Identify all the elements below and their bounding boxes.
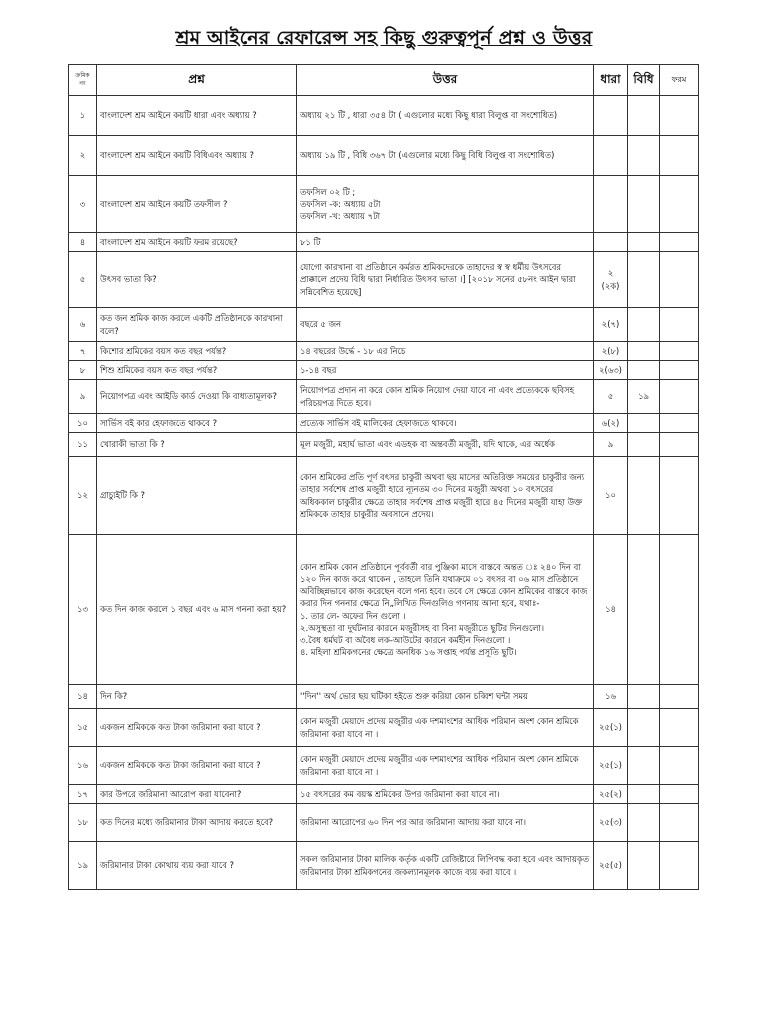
row-rule: [628, 176, 660, 233]
table-row: [69, 433, 699, 457]
row-answer: কোন শ্রমিক কোন প্রতিষ্ঠানে পূর্ববর্তী বার পুঞ্জিকা মাসে বাস্তবে অন্তত ঃ ২৪০ দিন বা ১২০ দিন কাজ করে থাকেন , তাহলে তিনি যথাক্রমে ০১ বৎসর বা ০৬ মাস প্রতিষ্ঠানে অবিচ্ছিন্নভাবে কাজ করেছেন বলে গন্য হবে। তবে সে ক্ষেত্রে কোন শ্রমিকের বাস্তবে কাজ করার দিন গননার ক্ষেত্রে নি„লিখিত দিনগুলিও গণনায় আনা হবে, যথাঃ- ১. তার লে- অফের দিন গুলো । ২.অসুস্থতা বা দুর্ঘটনার কারনে মজুরীসহ বা বিনা মজুরীতে ছুটির দিনগুলো। ৩.বৈধ ধর্মঘট বা অবৈধ লক-আউটের কারনে কর্মহীন দিনগুলো । ৪. মহিলা শ্রমিকগনের ক্ষেত্রে অনধিক ১৬ সপ্তাহ পর্যন্ত প্রসূতি ছুটি।: [297, 535, 594, 685]
row-question: কত দিন কাজ করলে ১ বছর এবং ৬ মাস গননা করা হয়?: [97, 535, 297, 685]
row-question: কার উপরে জরিমানা আরোপ করা যাবেনা?: [97, 785, 297, 804]
row-section: [594, 96, 628, 136]
row-answer: ১-১৪ বছর: [297, 361, 594, 380]
row-question: সার্ভিস বই কার হেফাজতে থাকবে ?: [97, 414, 297, 433]
qa-table: [68, 64, 699, 890]
row-rule: [628, 785, 660, 804]
row-section: ৯: [594, 433, 628, 457]
row-question: বাংলাদেশ শ্রম আইনে কয়টি ধারা এবং অধ্যায় ?: [97, 96, 297, 136]
row-answer: যোগো কারখানা বা প্রতিষ্ঠানে কর্মরত শ্রমিকদেরকে তাহাদের স্ব স্ব ধর্মীয় উৎসবের প্রাক্কালে প্রদেয় বিধি দ্বারা নির্ধারিত উৎসব ভাতা ।] [২০১৮ সনের ৫৮নং আইন দ্বারা সন্নিবেশিত হয়েছে]: [297, 252, 594, 308]
row-answer: মূল মজুরী, মহার্ঘ ভাতা এবং এডহক বা অন্তবর্তী মজুরী, যদি থাকে, এর অর্ধেক: [297, 433, 594, 457]
row-section: ২(৬৩): [594, 361, 628, 380]
row-serial: ৬: [69, 308, 97, 342]
row-section: ২৫(৩): [594, 804, 628, 842]
row-form: [660, 804, 699, 842]
row-rule: [628, 433, 660, 457]
row-section: ২(৭): [594, 308, 628, 342]
row-answer: অধ্যায় ১৯ টি , বিধি ৩৬৭ টা (এগুলোর মধ্যে কিছু বিধি বিলুপ্ত বা সংশোধিত): [297, 136, 594, 176]
row-rule: [628, 308, 660, 342]
row-form: [660, 709, 699, 747]
row-question: একজন শ্রমিককে কত টাকা জরিমানা করা যাবে ?: [97, 709, 297, 747]
row-rule: [628, 842, 660, 890]
row-section: ২৫(১): [594, 709, 628, 747]
row-form: [660, 842, 699, 890]
answer-column-header: উত্তর: [297, 65, 594, 96]
row-answer: জরিমানা আরোপের ৬০ দিন পর আর জরিমানা আদায় করা যাবে না।: [297, 804, 594, 842]
table-row: [69, 685, 699, 709]
row-form: [660, 361, 699, 380]
row-section: [594, 176, 628, 233]
row-rule: [628, 747, 660, 785]
row-rule: [628, 96, 660, 136]
row-serial: ৯: [69, 380, 97, 414]
row-section: [594, 233, 628, 252]
row-section: ২(৮): [594, 342, 628, 361]
page-title: শ্রম আইনের রেফারেন্স সহ কিছু গুরুত্বপূর্ন প্রশ্ন ও উত্তর: [175, 27, 593, 49]
row-question: জরিমানার টাকা কোথায় ব্যয় করা যাবে ?: [97, 842, 297, 890]
table-row: [69, 535, 699, 685]
table-row: [69, 96, 699, 136]
row-question: উৎসব ভাতা কি?: [97, 252, 297, 308]
row-form: [660, 433, 699, 457]
table-row: [69, 380, 699, 414]
row-serial: ১৭: [69, 785, 97, 804]
table-row: [69, 709, 699, 747]
row-serial: ১: [69, 96, 97, 136]
row-rule: [628, 252, 660, 308]
row-rule: [628, 342, 660, 361]
row-section: ২ (২ক): [594, 252, 628, 308]
row-answer: ৮১ টি: [297, 233, 594, 252]
row-question: বাংলাদেশ শ্রম আইনে কয়টি বিধিএবং অধ্যায় ?: [97, 136, 297, 176]
row-question: কত জন শ্রমিক কাজ করলে একটি প্রতিষ্ঠানকে কারখানা বলে?: [97, 308, 297, 342]
row-question: নিয়োগপত্র এবং আইডি কার্ড দেওয়া কি বাধ্যতামূলক?: [97, 380, 297, 414]
row-answer: অধ্যায় ২১ টি , ধারা ৩৫৪ টা ( এগুলোর মধ্যে কিছু ধারা বিলুপ্ত বা সংশোধিত): [297, 96, 594, 136]
row-section: ১৬: [594, 685, 628, 709]
row-answer: বছরে ৫ জন: [297, 308, 594, 342]
row-form: [660, 457, 699, 535]
row-form: [660, 747, 699, 785]
row-rule: [628, 414, 660, 433]
row-rule: ১৯: [628, 380, 660, 414]
row-section: ২৫(৫): [594, 842, 628, 890]
row-form: [660, 252, 699, 308]
table-row: [69, 457, 699, 535]
row-form: [660, 176, 699, 233]
row-serial: ১০: [69, 414, 97, 433]
row-answer: ১৪ বছরের উর্দ্ধে - ১৮ এর নিচে: [297, 342, 594, 361]
table-row: [69, 233, 699, 252]
row-serial: ৮: [69, 361, 97, 380]
row-section: ১৪: [594, 535, 628, 685]
row-rule: [628, 535, 660, 685]
row-question: শিশু শ্রমিকের বয়স কত বছর পর্যন্ত?: [97, 361, 297, 380]
row-serial: ৪: [69, 233, 97, 252]
table-row: [69, 342, 699, 361]
row-answer: কোন মজুরী মেয়াদে প্রদেয় মজুরীর এক দশমাংশের আধিক পরিমান অংশ কোন শ্রমিকে জরিমানা করা যাবে না ।: [297, 709, 594, 747]
row-question: গ্রাচ্যুইটি কি ?: [97, 457, 297, 535]
row-answer: ১৫ বৎসরের কম বয়স্ক শ্রমিকের উপর জরিমানা করা যাবে না।: [297, 785, 594, 804]
row-serial: ১৮: [69, 804, 97, 842]
row-serial: ২: [69, 136, 97, 176]
row-section: ২৫(২): [594, 785, 628, 804]
row-section: ১০: [594, 457, 628, 535]
row-serial: ১৬: [69, 747, 97, 785]
table-row: [69, 308, 699, 342]
table-header-row: [69, 65, 699, 96]
table-row: [69, 252, 699, 308]
row-form: [660, 685, 699, 709]
row-rule: [628, 136, 660, 176]
form-column-header: ফরম: [660, 65, 699, 96]
row-question: খোরাকী ভাতা কি ?: [97, 433, 297, 457]
row-form: [660, 308, 699, 342]
row-form: [660, 785, 699, 804]
row-question: দিন কি?: [97, 685, 297, 709]
row-serial: ১৫: [69, 709, 97, 747]
table-row: [69, 842, 699, 890]
row-answer: কোন শ্রমিকের প্রতি পূর্ণ বৎসর চাকুরী অথবা ছয় মাসের অতিরিক্ত সময়ের চাকুরীর জন্য তাহার সর্বশেষ প্রাপ্ত মজুরী হারে ন্যূনতম ৩০ দিনের মজুরী অথবা ১০ বৎসরের অধিককাল চাকুরীর ক্ষেত্রে তাহার সর্বশেষ প্রাপ্ত মজুরী হারে ৪৫ দিনের মজুরী যাহা উক্ত শ্রমিককে তাহার চাকুরীর অবসানে প্রদেয়।: [297, 457, 594, 535]
row-question: বাংলাদেশ শ্রম আইনে কয়টি ফরম রয়েছে?: [97, 233, 297, 252]
row-form: [660, 380, 699, 414]
row-serial: ১১: [69, 433, 97, 457]
table-row: [69, 176, 699, 233]
table-row: [69, 747, 699, 785]
row-section: ৫: [594, 380, 628, 414]
row-serial: ১৪: [69, 685, 97, 709]
row-serial: ১২: [69, 457, 97, 535]
row-rule: [628, 709, 660, 747]
row-section: ৬(২): [594, 414, 628, 433]
row-answer: কোন মজুরী মেয়াদে প্রদেয় মজুরীর এক দশমাংশের আধিক পরিমান অংশ কোন শ্রমিকে জরিমানা করা যাবে না ।: [297, 747, 594, 785]
row-question: কত দিনের মধ্যে জরিমানার টাকা আদায় করতে হবে?: [97, 804, 297, 842]
row-rule: [628, 685, 660, 709]
table-row: [69, 785, 699, 804]
row-form: [660, 96, 699, 136]
table-row: [69, 414, 699, 433]
row-form: [660, 233, 699, 252]
row-serial: ৫: [69, 252, 97, 308]
row-serial: ৩: [69, 176, 97, 233]
row-rule: [628, 233, 660, 252]
serial-column-header: ক্রমিক নং: [69, 65, 97, 96]
row-section: ২৫(১): [594, 747, 628, 785]
question-column-header: প্রশ্ন: [97, 65, 297, 96]
row-serial: ৭: [69, 342, 97, 361]
row-answer: ''দিন'' অর্থ ভোর ছয় ঘটিকা হইতে শুরু করিয়া কোন চব্বিশ ঘন্টা সময়: [297, 685, 594, 709]
row-rule: [628, 804, 660, 842]
row-rule: [628, 457, 660, 535]
row-serial: ১৩: [69, 535, 97, 685]
row-serial: ১৯: [69, 842, 97, 890]
rule-column-header: বিধি: [628, 65, 660, 96]
row-section: [594, 136, 628, 176]
row-answer: নিয়োগপত্র প্রদান না করে কোন শ্রমিক নিয়োগ দেয়া যাবে না এবং প্রত্যেককে ছবিসহ পরিচয়পত্র দিতে হবে।: [297, 380, 594, 414]
section-column-header: ধারা: [594, 65, 628, 96]
row-question: একজন শ্রমিককে কত টাকা জরিমানা করা যাবে ?: [97, 747, 297, 785]
row-answer: তফসিল ০২ টি ; তফসিল -ক: অধ্যায় ৫টা তফসিল -খ: অধ্যায় ৭টা: [297, 176, 594, 233]
row-question: বাংলাদেশ শ্রম আইনে কয়টি তফসীল ?: [97, 176, 297, 233]
row-form: [660, 414, 699, 433]
row-form: [660, 342, 699, 361]
row-form: [660, 136, 699, 176]
row-form: [660, 535, 699, 685]
table-row: [69, 136, 699, 176]
row-question: কিশোর শ্রমিকের বয়স কত বছর পর্যন্ত?: [97, 342, 297, 361]
table-row: [69, 804, 699, 842]
table-row: [69, 361, 699, 380]
row-answer: সকল জরিমানার টাকা মালিক কর্তৃক একটি রেজিষ্টারে লিপিবদ্ধ করা হবে এবং আদায়কৃত জরিমানার টাকা শ্রমিকগনের জকল্যানমূলক কাজে ব্যয় করা যাবে ।: [297, 842, 594, 890]
row-answer: প্রত্যেক সার্ভিস বই মালিকের হেফাজতে থাকবে।: [297, 414, 594, 433]
row-rule: [628, 361, 660, 380]
